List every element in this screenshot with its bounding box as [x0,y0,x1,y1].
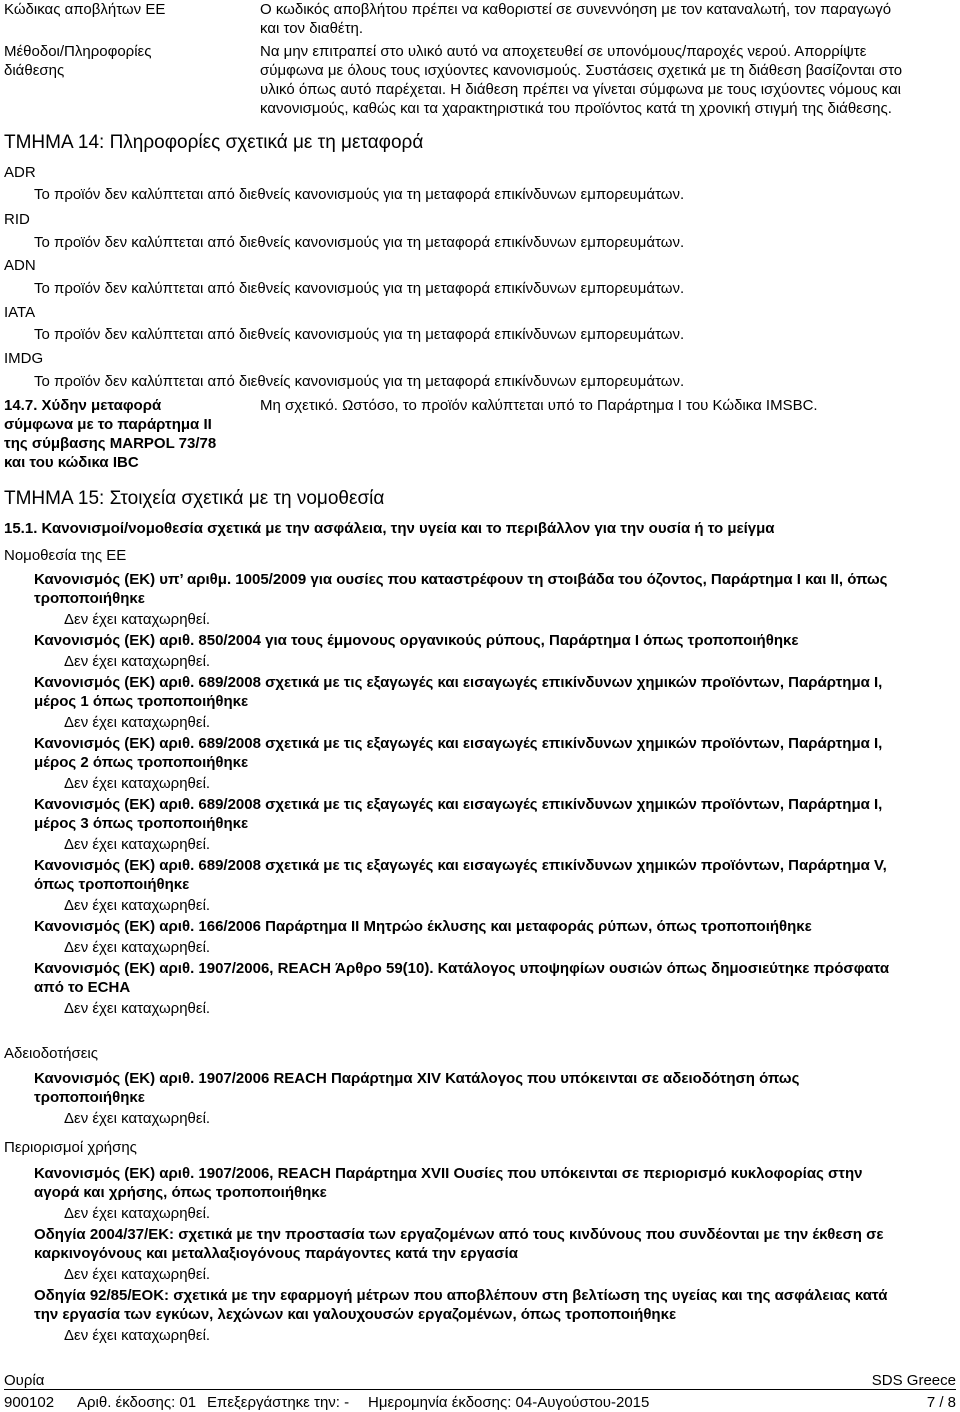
regulation-status: Δεν έχει καταχωρηθεί. [64,1266,211,1283]
regulation-title-line: από το ECHA [34,979,131,996]
regulation-status: Δεν έχει καταχωρηθεί. [64,1327,211,1344]
transport-imdg-code: IMDG [4,350,44,367]
regulation-item [34,1164,954,1223]
transport-adr-text: Το προϊόν δεν καλύπτεται από διεθνείς κανονισμούς για τη μεταφορά επικίνδυνων εμπορευμάτων. [34,186,685,203]
regulation-status: Δεν έχει καταχωρηθεί. [64,939,211,956]
transport-imdg-text: Το προϊόν δεν καλύπτεται από διεθνείς κανονισμούς για τη μεταφορά επικίνδυνων εμπορευμάτων. [34,373,685,390]
regulation-title-line: τροποποιήθηκε [34,1089,145,1106]
eu-legislation-heading: Νομοθεσία της ΕΕ [4,547,127,564]
waste-code-text [260,0,891,38]
disposal-methods-label [4,42,151,80]
regulation-title-line: τροποποιήθηκε [34,590,145,607]
regulation-item [34,1069,954,1128]
disposal-line: σύμφωνα με όλους τους ισχύοντες κανονισμούς. Συστάσεις σχετικά με τη διάθεση βασίζονται στο [260,62,903,79]
footer-version: Αριθ. έκδοσης: 01 [77,1394,197,1411]
regulation-title-line: Οδηγία 2004/37/ΕΚ: σχετικά με την προστασία των εργαζομένων από τους κινδύνους που συνδέονται με την έκθεση σε [34,1226,884,1243]
regulation-status: Δεν έχει καταχωρηθεί. [64,836,211,853]
regulation-status: Δεν έχει καταχωρηθεί. [64,775,211,792]
regulation-title-line: όπως τροποποιήθηκε [34,876,190,893]
regulation-item [34,917,954,957]
regulation-item [34,631,954,671]
footer-product: Ουρία [4,1372,45,1389]
transport-rid-text: Το προϊόν δεν καλύπτεται από διεθνείς κανονισμούς για τη μεταφορά επικίνδυνων εμπορευμάτων. [34,234,685,251]
regulation-item [34,856,954,915]
regulation-title-line: Κανονισμός (ΕΚ) αριθ. 689/2008 σχετικά με τις εξαγωγές και εισαγωγές επικίνδυνων χημικών προϊόντων, Παράρτημα I, [34,674,883,691]
transport-rid-code: RID [4,211,30,228]
regulation-title-line: Κανονισμός (ΕΚ) αριθ. 689/2008 σχετικά με τις εξαγωγές και εισαγωγές επικίνδυνων χημικών προϊόντων, Παράρτημα V, [34,857,887,874]
transport-adn-text: Το προϊόν δεν καλύπτεται από διεθνείς κανονισμούς για τη μεταφορά επικίνδυνων εμπορευμάτων. [34,280,685,297]
bulk-transport-text: Μη σχετικό. Ωστόσο, το προϊόν καλύπτεται υπό το Παράρτημα I του Κώδικα IMSBC. [260,397,818,414]
regulation-item [34,795,954,854]
waste-code-line: Ο κωδικός αποβλήτου πρέπει να καθοριστεί σε συνεννόηση με τον καταναλωτή, τον παραγωγό [260,1,892,18]
bulk-label-line: και του κώδικα IBC [4,454,139,471]
section-15-subtitle: 15.1. Κανονισμοί/νομοθεσία σχετικά με την ασφάλεια, την υγεία και το περιβάλλον για την ουσία ή το μείγμα [4,520,775,537]
regulation-title-line: Κανονισμός (ΕΚ) αριθ. 689/2008 σχετικά με τις εξαγωγές και εισαγωγές επικίνδυνων χημικών προϊόντων, Παράρτημα I, [34,796,883,813]
section-14-title: ΤΜΗΜΑ 14: Πληροφορίες σχετικά με τη μεταφορά [4,132,424,153]
regulation-title-line: μέρος 3 όπως τροποποιήθηκε [34,815,249,832]
regulation-item [34,673,954,732]
footer-revised: Επεξεργάστηκε την: - [207,1394,350,1411]
regulation-status: Δεν έχει καταχωρηθεί. [64,714,211,731]
regulation-item [34,1225,954,1284]
eu-regulations-list [34,570,954,1020]
authorisations-heading: Αδειοδοτήσεις [4,1045,98,1062]
bulk-label-line: 14.7. Χύδην μεταφορά [4,397,162,414]
restrictions-heading: Περιορισμοί χρήσης [4,1139,137,1156]
transport-iata-code: IATA [4,304,36,321]
regulation-title-line: μέρος 2 όπως τροποποιήθηκε [34,754,249,771]
regulation-item [34,734,954,793]
regulation-title-line: Κανονισμός (ΕΚ) αριθ. 1907/2006, REACH Άρθρο 59(10). Κατάλογος υποψηφίων ουσιών όπως δημοσιεύτηκε πρόσφατα [34,960,890,977]
regulation-title-line: Κανονισμός (ΕΚ) αριθ. 850/2004 για τους έμμονους οργανικούς ρύπους, Παράρτημα I όπως τροποποιήθηκε [34,632,799,649]
transport-adn-code: ADN [4,257,36,274]
regulation-status: Δεν έχει καταχωρηθεί. [64,653,211,670]
regulation-title-line: Κανονισμός (ΕΚ) υπ’ αριθμ. 1005/2009 για ουσίες που καταστρέφουν τη στοιβάδα του όζοντος, Παράρτημα I και II, όπως [34,571,888,588]
disposal-methods-text [260,42,902,118]
regulation-title-line: καρκινογόνους και μεταλλαξιογόνους παράγοντες κατά την εργασία [34,1245,518,1262]
regulation-status: Δεν έχει καταχωρηθεί. [64,1205,211,1222]
disposal-line: Να μην επιτραπεί στο υλικό αυτό να αποχετευθεί σε υπονόμους/παροχές νερού. Απορρίψτε [260,43,867,60]
waste-code-label: Κώδικας αποβλήτων ΕΕ [4,1,166,18]
regulation-title-line: Κανονισμός (ΕΚ) αριθ. 1907/2006 REACH Παράρτημα XIV Κατάλογος που υπόκεινται σε αδειοδότηση όπως [34,1070,800,1087]
footer-region: SDS Greece [871,1372,956,1389]
transport-iata-text: Το προϊόν δεν καλύπτεται από διεθνείς κανονισμούς για τη μεταφορά επικίνδυνων εμπορευμάτων. [34,326,685,343]
regulation-item [34,959,954,1018]
disposal-line: υλικό όπως αυτό παρέχεται. Η διάθεση πρέπει να γίνεται σύμφωνα με τους ισχύοντες νόμους και [260,81,901,98]
disposal-label-line: Μέθοδοι/Πληροφορίες [4,43,152,60]
bulk-label-line: σύμφωνα με το παράρτημα II [4,416,212,433]
regulation-title-line: μέρος 1 όπως τροποποιήθηκε [34,693,249,710]
section-15-title: ΤΜΗΜΑ 15: Στοιχεία σχετικά με τη νομοθεσία [4,488,385,509]
regulation-title-line: Κανονισμός (ΕΚ) αριθ. 1907/2006, REACH Παράρτημα XVII Ουσίες που υπόκεινται σε περιορισμό κυκλοφορίας στην [34,1165,863,1182]
restrictions-list [34,1164,954,1347]
footer-code: 900102 [4,1394,55,1411]
regulation-title-line: αγορά και χρήσης, όπως τροποποιήθηκε [34,1184,327,1201]
disposal-line: κανονισμούς, καθώς και τα χαρακτηριστικά του προϊόντος κατά τη χρονική στιγμή της διάθεσης. [260,100,892,117]
waste-code-line: και τον διαθέτη. [260,20,364,37]
regulation-title-line: την εργασία των εγκύων, λεχώνων και γαλουχουσών εργαζομένων, όπως τροποποιήθηκε [34,1306,677,1323]
regulation-title-line: Κανονισμός (ΕΚ) αριθ. 166/2006 Παράρτημα II Μητρώο έκλυσης και μεταφοράς ρύπων, όπως τροποποιήθηκε [34,918,812,935]
disposal-label-line: διάθεσης [4,62,65,79]
regulation-title-line: Κανονισμός (ΕΚ) αριθ. 689/2008 σχετικά με τις εξαγωγές και εισαγωγές επικίνδυνων χημικών προϊόντων, Παράρτημα I, [34,735,883,752]
footer-page: 7 / 8 [926,1394,956,1411]
regulation-item [34,570,954,629]
regulation-item [34,1286,954,1345]
footer-divider [4,1389,956,1390]
regulation-status: Δεν έχει καταχωρηθεί. [64,897,211,914]
bulk-label-line: της σύμβασης MARPOL 73/78 [4,435,217,452]
footer-issued: Ημερομηνία έκδοσης: 04-Αυγούστου-2015 [368,1394,650,1411]
regulation-status: Δεν έχει καταχωρηθεί. [64,611,211,628]
authorisations-list [34,1069,954,1130]
regulation-title-line: Οδηγία 92/85/ΕΟΚ: σχετικά με την εφαρμογή μέτρων που αποβλέπουν στη βελτίωση της υγείας και της ασφάλειας κατά [34,1287,888,1304]
regulation-status: Δεν έχει καταχωρηθεί. [64,1110,211,1127]
transport-adr-code: ADR [4,164,36,181]
bulk-transport-label [4,396,216,472]
regulation-status: Δεν έχει καταχωρηθεί. [64,1000,211,1017]
